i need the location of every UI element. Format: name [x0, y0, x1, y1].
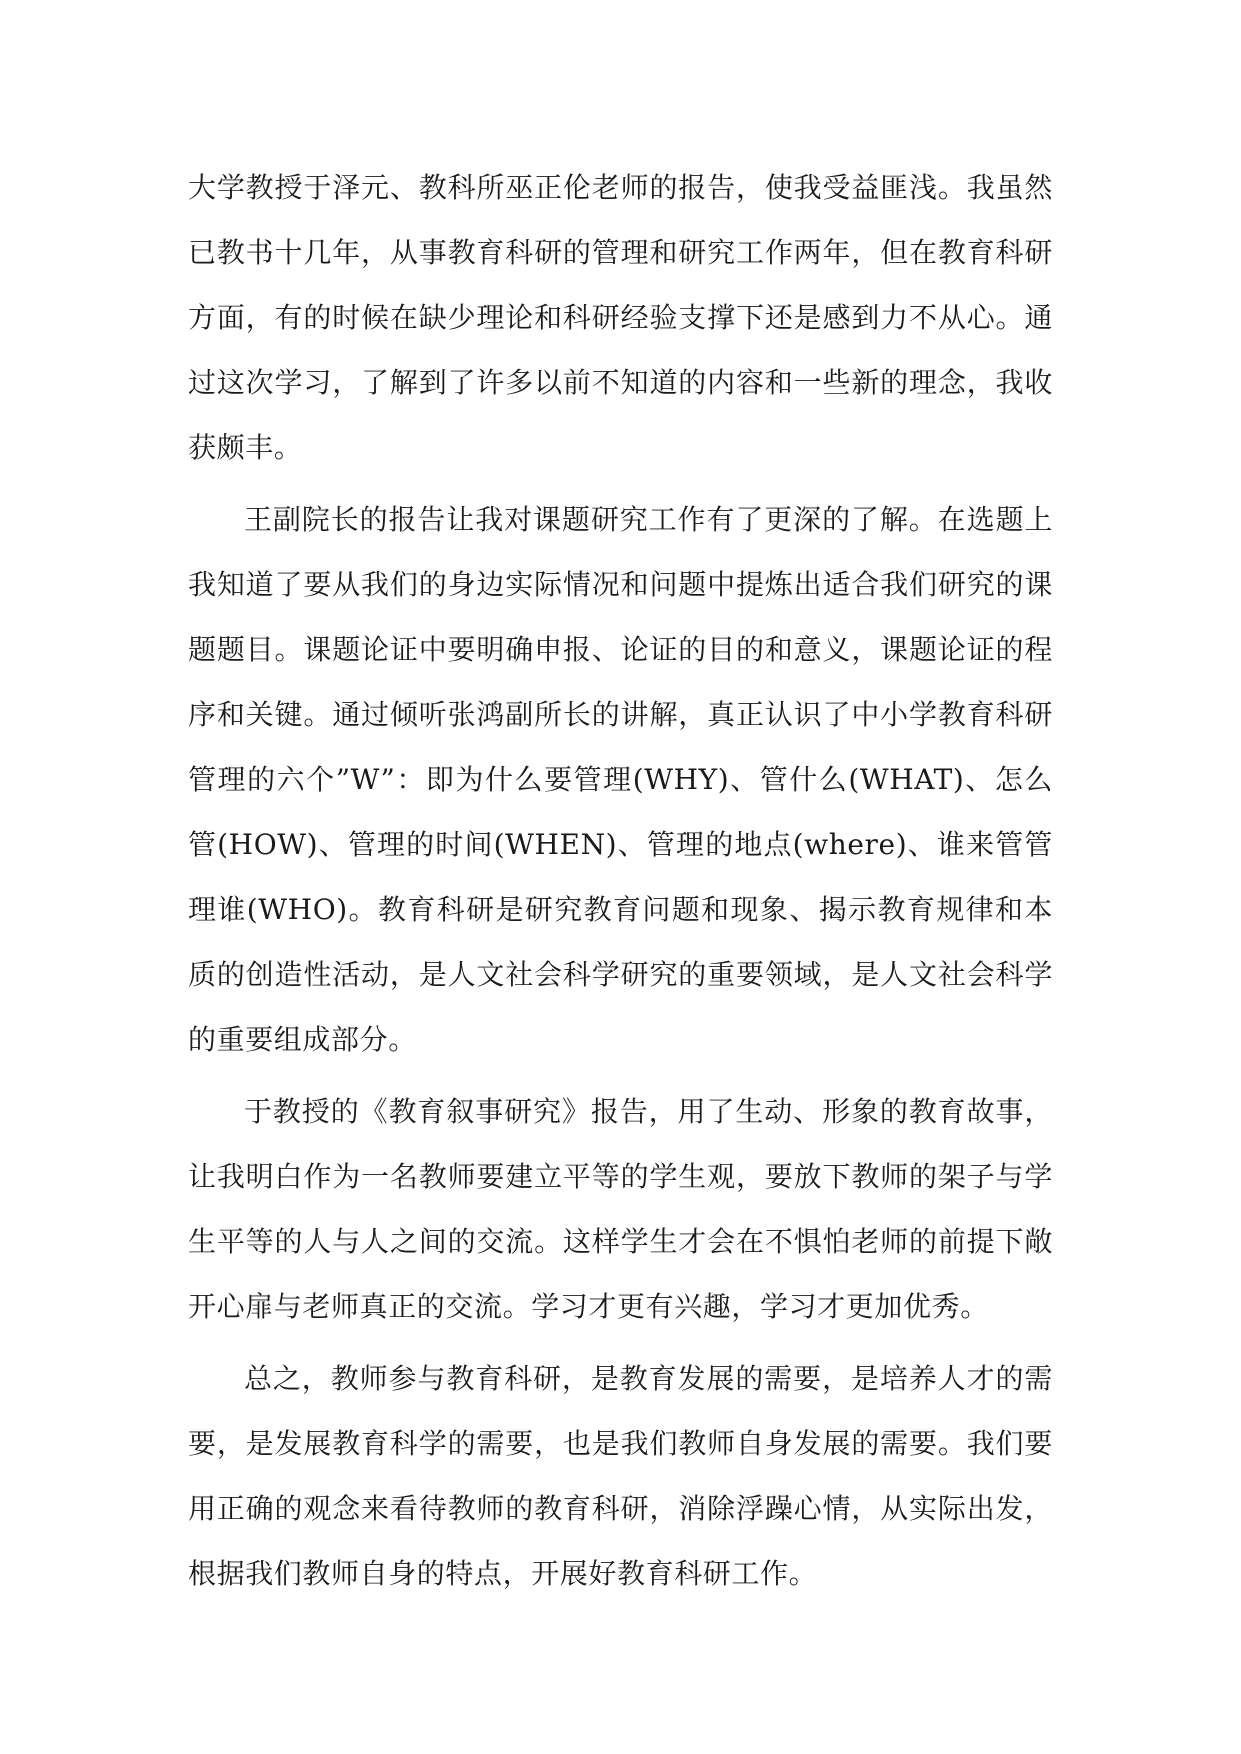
paragraph-continuation: 大学教授于泽元、教科所巫正伦老师的报告，使我受益匪浅。我虽然已教书十几年，从事教育科研的管理和研究工作两年，但在教育科研方面，有的时候在缺少理论和科研经验支撑下还是感到力不从心。通过这次学习，了解到了许多以前不知道的内容和一些新的理念，我收获颇丰。	[188, 171, 1053, 464]
paragraph-wang-report: 王副院长的报告让我对课题研究工作有了更深的了解。在选题上我知道了要从我们的身边实际情况和问题中提炼出适合我们研究的课题题目。课题论证中要明确申报、论证的目的和意义，课题论证的程序和关键。通过倾听张鸿副所长的讲解，真正认识了中小学教育科研管理的六个”W”：即为什么要管理(WHY)、管什么(WHAT)、怎么管(HOW)、管理的时间(WHEN)、管理的地点(where)、谁来管管理谁(WHO)。教育科研是研究教育问题和现象、揭示教育规律和本质的创造性活动，是人文社会科学研究的重要领域，是人文社会科学的重要组成部分。	[188, 503, 1053, 1056]
document-body	[188, 155, 1053, 1613]
paragraph-conclusion: 总之，教师参与教育科研，是教育发展的需要，是培养人才的需要，是发展教育科学的需要，也是我们教师自身发展的需要。我们要用正确的观念来看待教师的教育科研，消除浮躁心情，从实际出发，根据我们教师自身的特点，开展好教育科研工作。	[188, 1362, 1053, 1590]
paragraph-yu-report: 于教授的《教育叙事研究》报告，用了生动、形象的教育故事，让我明白作为一名教师要建立平等的学生观，要放下教师的架子与学生平等的人与人之间的交流。这样学生才会在不惧怕老师的前提下敞开心扉与老师真正的交流。学习才更有兴趣，学习才更加优秀。	[188, 1095, 1053, 1323]
